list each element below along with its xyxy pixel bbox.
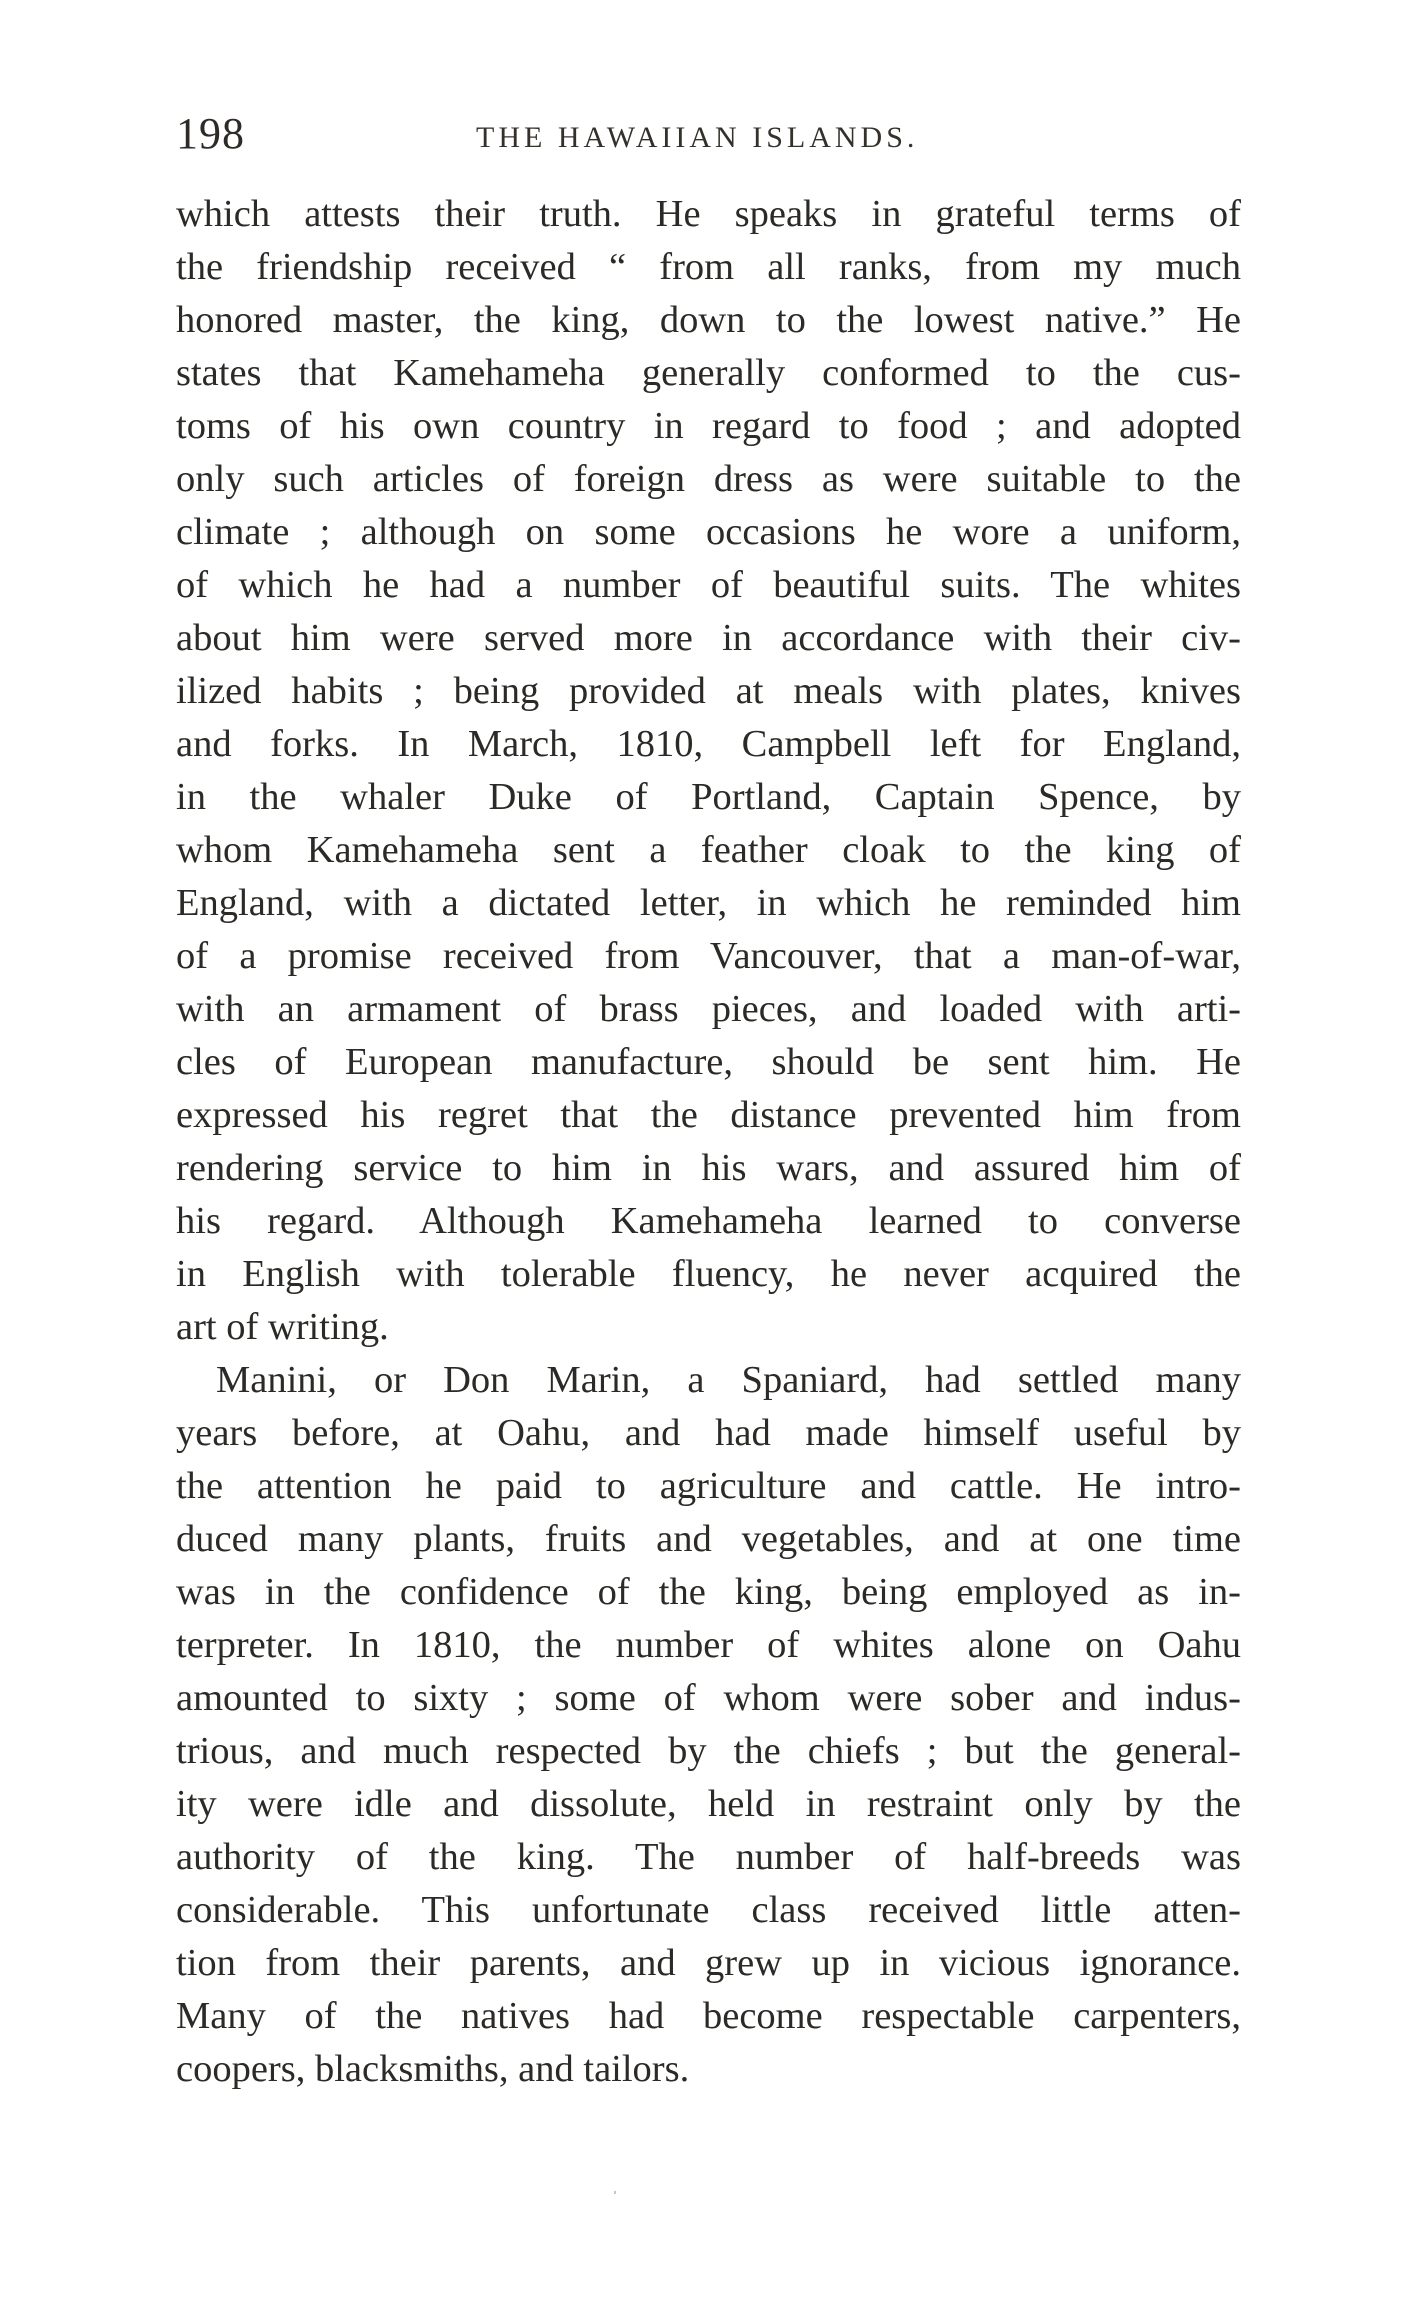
text-line: Many of the natives had become respectable carpenters, xyxy=(176,1995,1241,2037)
text-line: years before, at Oahu, and had made himself useful by xyxy=(176,1412,1241,1454)
text-line: toms of his own country in regard to food ; and adopted xyxy=(176,405,1241,447)
text-line: England, with a dictated letter, in which he reminded him xyxy=(176,882,1241,924)
text-line: terpreter. In 1810, the number of whites alone on Oahu xyxy=(176,1624,1241,1666)
text-line: and forks. In March, 1810, Campbell left for England, xyxy=(176,723,1241,765)
text-line: tion from their parents, and grew up in vicious ignorance. xyxy=(176,1942,1241,1984)
text-line: duced many plants, fruits and vegetables, and at one time xyxy=(176,1518,1241,1560)
text-line: with an armament of brass pieces, and loaded with arti- xyxy=(176,988,1241,1030)
text-line: of which he had a number of beautiful suits. The whites xyxy=(176,564,1241,606)
text-line: climate ; although on some occasions he wore a uniform, xyxy=(176,511,1241,553)
text-line: the attention he paid to agriculture and cattle. He intro- xyxy=(176,1465,1241,1507)
text-line: whom Kamehameha sent a feather cloak to the king of xyxy=(176,829,1241,871)
text-line: considerable. This unfortunate class received little atten- xyxy=(176,1889,1241,1931)
body-text xyxy=(176,188,1241,2096)
paper-speck xyxy=(614,2191,616,2194)
text-line: honored master, the king, down to the lowest native.” He xyxy=(176,299,1241,341)
text-line: expressed his regret that the distance prevented him from xyxy=(176,1094,1241,1136)
paragraph-end-line: coopers, blacksmiths, and tailors. xyxy=(176,2048,690,2090)
page-number: 198 xyxy=(176,109,245,158)
text-line: in the whaler Duke of Portland, Captain Spence, by xyxy=(176,776,1241,818)
running-head: THE HAWAIIAN ISLANDS. xyxy=(476,121,919,154)
text-line: in English with tolerable fluency, he never acquired the xyxy=(176,1253,1241,1295)
text-line: his regard. Although Kamehameha learned to converse xyxy=(176,1200,1241,1242)
paragraph-start-line: Manini, or Don Marin, a Spaniard, had settled many xyxy=(216,1359,1241,1401)
text-line: rendering service to him in his wars, and assured him of xyxy=(176,1147,1241,1189)
text-line: of a promise received from Vancouver, that a man-of-war, xyxy=(176,935,1241,977)
page-header xyxy=(176,106,1241,162)
text-line: ity were idle and dissolute, held in restraint only by the xyxy=(176,1783,1241,1825)
text-line: authority of the king. The number of half-breeds was xyxy=(176,1836,1241,1878)
text-line: trious, and much respected by the chiefs ; but the general- xyxy=(176,1730,1241,1772)
text-line: was in the confidence of the king, being employed as in- xyxy=(176,1571,1241,1613)
text-line: about him were served more in accordance with their civ- xyxy=(176,617,1241,659)
text-line: states that Kamehameha generally conformed to the cus- xyxy=(176,352,1241,394)
text-line: ilized habits ; being provided at meals with plates, knives xyxy=(176,670,1241,712)
paragraph-end-line: art of writing. xyxy=(176,1306,389,1348)
text-line: only such articles of foreign dress as were suitable to the xyxy=(176,458,1241,500)
text-line: the friendship received “ from all ranks, from my much xyxy=(176,246,1241,288)
text-line: cles of European manufacture, should be sent him. He xyxy=(176,1041,1241,1083)
text-line: amounted to sixty ; some of whom were sober and indus- xyxy=(176,1677,1241,1719)
text-line: which attests their truth. He speaks in grateful terms of xyxy=(176,193,1241,235)
